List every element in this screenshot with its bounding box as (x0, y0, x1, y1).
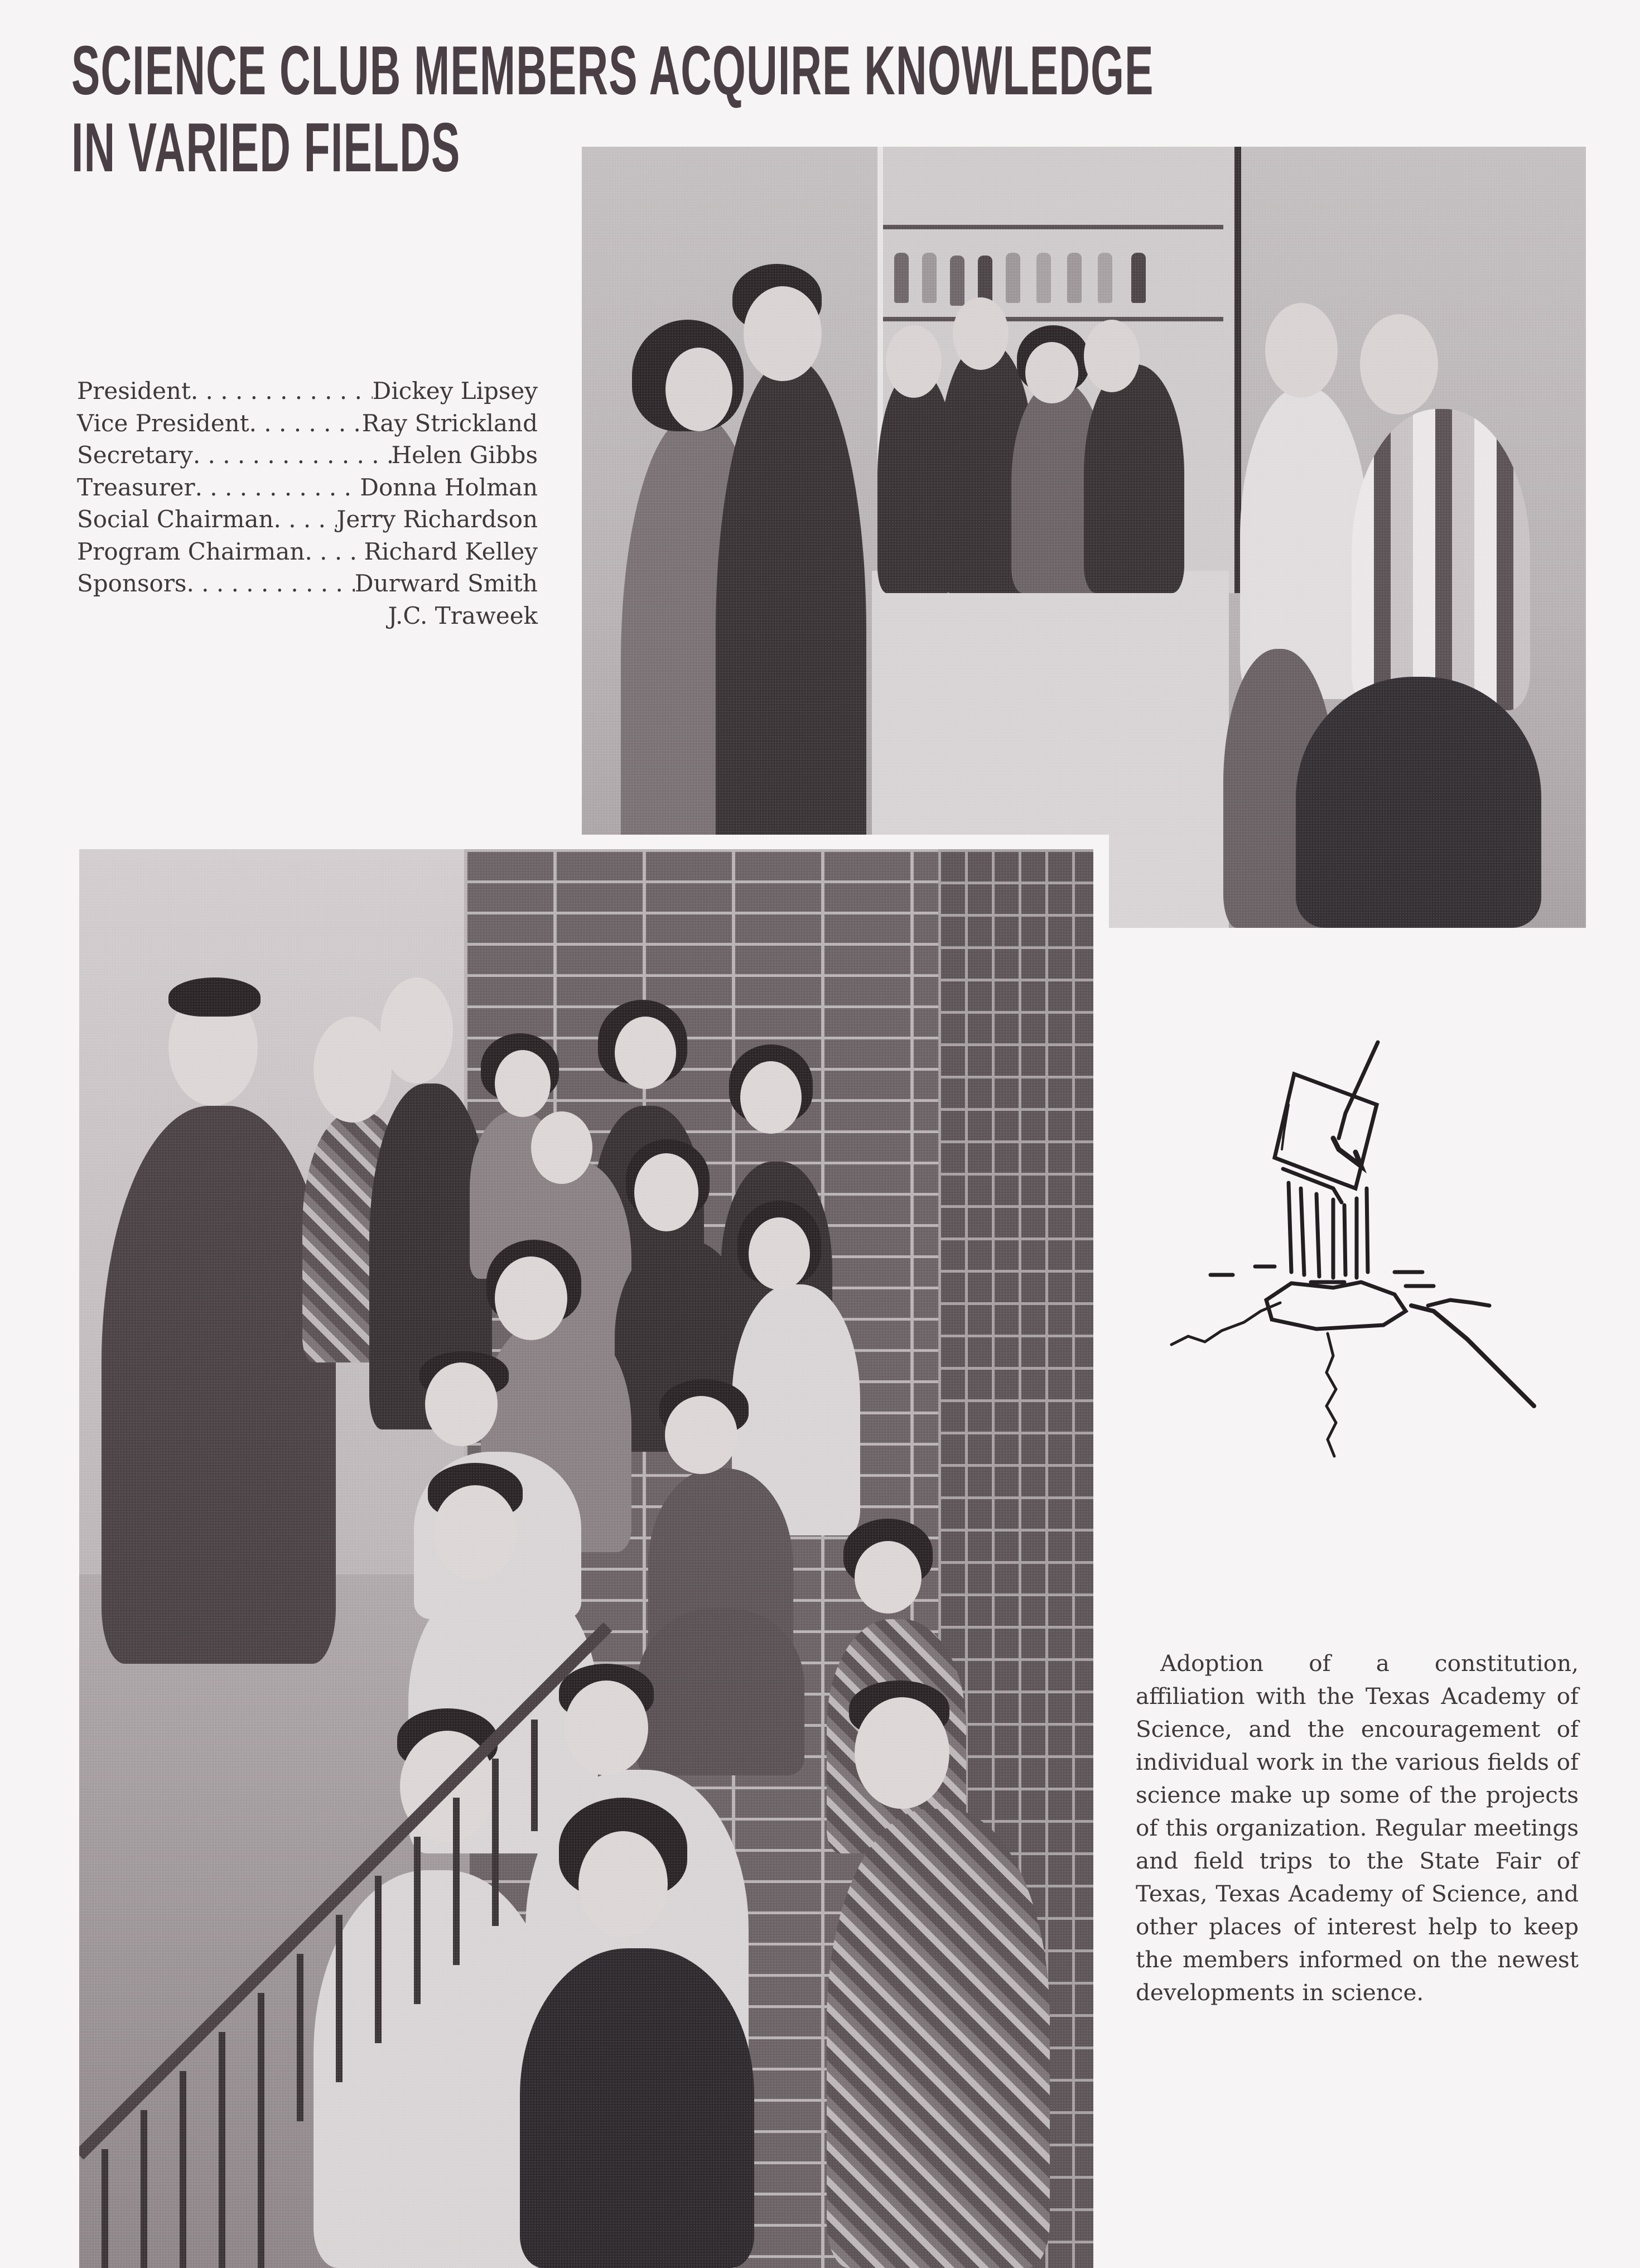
officer-name: Richard Kelley (364, 537, 538, 565)
face (953, 297, 1009, 370)
bottle (1131, 253, 1146, 303)
person-sponsor-suit (102, 1106, 336, 1664)
baluster (453, 1798, 460, 1965)
officer-row (77, 600, 538, 632)
face (855, 1697, 949, 1809)
face (886, 325, 942, 398)
face (495, 1050, 551, 1117)
baluster (297, 1954, 303, 2121)
officer-row (77, 439, 538, 471)
face (740, 1061, 802, 1134)
baluster (414, 1837, 421, 2004)
person-man-white-shirt (1240, 387, 1368, 699)
officer-row (77, 536, 538, 568)
face (433, 1485, 517, 1580)
baluster (375, 1876, 382, 2043)
face (665, 348, 732, 431)
officer-name: Jerry Richardson (336, 505, 538, 533)
group-photo (79, 849, 1093, 2268)
bottle (950, 256, 964, 306)
baluster (141, 2110, 147, 2268)
lab-shelf (883, 317, 1223, 321)
officer-role: Program Chairman (77, 537, 305, 565)
sketch-base (1266, 1282, 1406, 1329)
title-line-1: SCIENCE CLUB MEMBERS ACQUIRE KNOWLEDGE (71, 32, 1154, 109)
officer-name: Helen Gibbs (391, 441, 538, 469)
leader-dots (193, 439, 392, 471)
face (313, 1017, 392, 1123)
officer-name: J.C. Traweek (388, 601, 538, 629)
baluster (336, 1915, 343, 2082)
baluster (180, 2071, 186, 2268)
face (855, 1541, 922, 1614)
officer-name: Ray Strickland (361, 409, 538, 437)
face (425, 1362, 498, 1446)
leader-dots (274, 503, 337, 536)
officer-role: Treasurer (77, 473, 195, 501)
face (749, 1217, 810, 1290)
lab-photo (582, 147, 1586, 928)
telescope-sketch (1149, 1021, 1551, 1545)
officer-name: Donna Holman (360, 473, 538, 501)
baluster (531, 1720, 538, 1831)
person-plaid-shirt (827, 1809, 1050, 2268)
hair (168, 977, 261, 1017)
officer-row (77, 407, 538, 440)
face (634, 1153, 698, 1231)
leader-dots (186, 567, 354, 600)
baluster (492, 1759, 499, 1926)
person-dark-sweater (520, 1948, 754, 2268)
officer-row (77, 471, 538, 504)
face (1025, 342, 1078, 403)
officer-role: Secretary (77, 441, 193, 469)
officer-role: Vice President (77, 409, 249, 437)
bottle (894, 253, 909, 303)
leader-dots (249, 407, 362, 440)
photo-border (1093, 837, 1109, 929)
officer-name: Durward Smith (354, 570, 538, 597)
caption-text: Adoption of a constitution, affiliation with the Texas Academy of Science, and the encouragement of individual work in the various fields of science make up some of the projects of this organization. Regular meetings and field trips to the State Fair of Texas, Texas Academy of Science, and other places of interest help to keep the members informed on the newest developments in science. (1136, 1650, 1579, 2006)
leader-dots (305, 536, 364, 568)
baluster (102, 2149, 108, 2268)
face (565, 1680, 648, 1775)
bottle (1098, 253, 1112, 303)
face (1265, 303, 1338, 398)
face (1360, 314, 1438, 415)
photo-border (73, 835, 1109, 849)
person-student (637, 1608, 804, 1775)
officer-name: Dickey Lipsey (372, 377, 538, 405)
face (1084, 320, 1140, 392)
face (744, 286, 822, 381)
officer-list (77, 375, 538, 632)
face (495, 1256, 567, 1340)
leader-dots (195, 471, 360, 504)
leader-dots (191, 375, 373, 407)
face (665, 1396, 737, 1474)
officer-row (77, 567, 538, 600)
baluster (219, 2032, 225, 2268)
officer-role: Social Chairman (77, 505, 274, 533)
bottle (1006, 253, 1020, 303)
officer-role: President (77, 377, 191, 405)
person-student (1084, 364, 1184, 593)
title-line-2: IN VARIED FIELDS (71, 109, 461, 186)
face (380, 977, 453, 1084)
person-man-plaid (1352, 409, 1530, 710)
bottle (1067, 253, 1082, 303)
officer-role: Sponsors (77, 570, 187, 597)
lab-shelf (883, 225, 1223, 229)
bottle (1036, 253, 1051, 303)
face (578, 1831, 668, 1937)
officer-row (77, 503, 538, 536)
bottle (922, 253, 937, 303)
face (615, 1017, 676, 1089)
officer-row (77, 375, 538, 407)
trousers (1296, 677, 1541, 928)
baluster (258, 1993, 264, 2268)
face (531, 1111, 592, 1184)
